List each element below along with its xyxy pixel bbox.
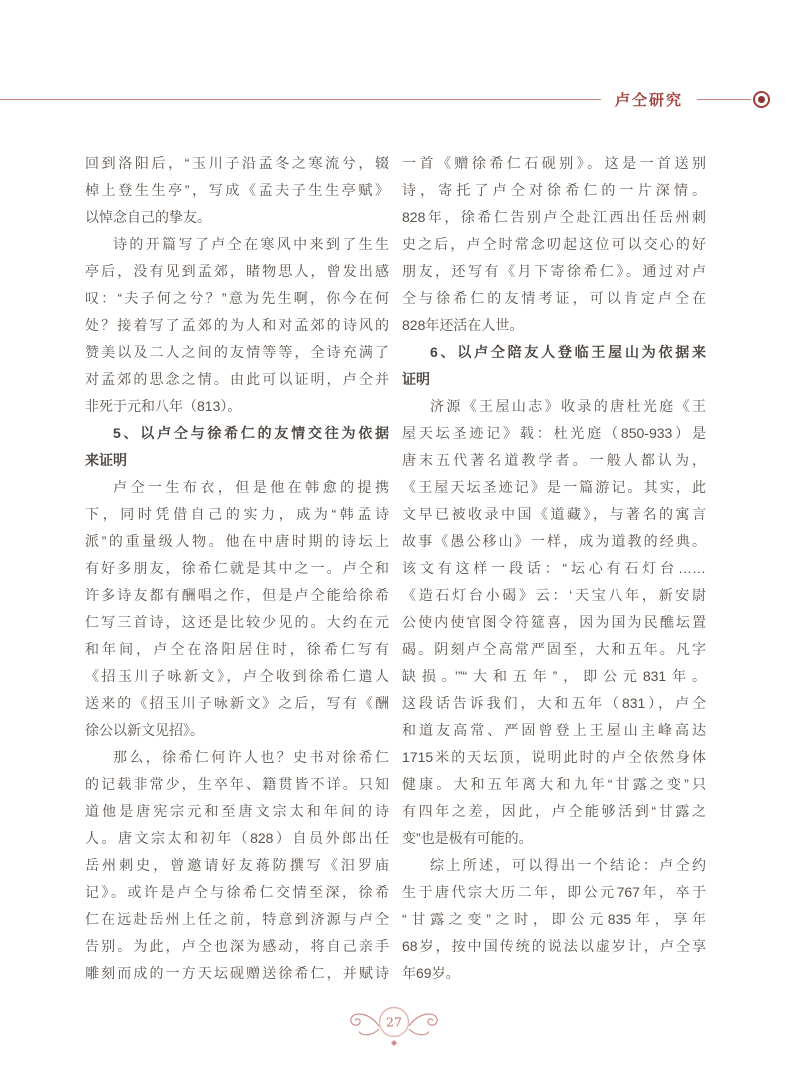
body-text-line: 健康。大和五年离大和九年“甘露之变”只: [402, 776, 706, 792]
body-text-line: 缺损。’”“大和五年”，即公元831年。: [402, 668, 706, 684]
body-text-line: 屋天坛圣迹记》载：杜光庭（850-933）是: [402, 425, 706, 441]
body-text-line: 《招玉川子咏新文》，卢仝收到徐希仁遣人: [85, 668, 389, 684]
body-text-line: 告别。为此，卢仝也深为感动，将自己亲手: [85, 938, 389, 954]
body-text-line: 《造石灯台小碣》云：‘天宝八年，新安尉: [402, 587, 706, 603]
section-heading-line: 证明: [402, 371, 430, 387]
page-number-ornament: [339, 1000, 449, 1054]
body-text-line: 仁写三首诗，这还是比较少见的。大约在元: [85, 614, 389, 630]
body-text-line: 道他是唐宪宗元和至唐文宗太和年间的诗: [85, 803, 389, 819]
body-text-line: 有四年之差，因此，卢仝能够活到“甘露之: [402, 803, 706, 819]
body-text-line: 和年间，卢仝在洛阳居住时，徐希仁写有: [85, 641, 389, 657]
section-heading-line: 来证明: [85, 452, 127, 468]
flourish-left-icon: [351, 1014, 379, 1035]
body-text-line: 对孟郊的思念之情。由此可以证明，卢仝并: [85, 371, 389, 387]
body-text-line: 记》。或许是卢仝与徐希仁交情至深，徐希: [85, 884, 389, 900]
body-text-line: 下，同时凭借自己的实力，成为“韩孟诗: [85, 506, 389, 522]
body-text-line: 和道友高常、严固曾登上王屋山主峰高达: [402, 722, 706, 738]
body-text-line: 赞美以及二人之间的友情等等，全诗充满了: [85, 344, 389, 360]
body-text-line: 唐末五代著名道教学者。一般人都认为，: [402, 452, 706, 468]
body-text-line: 文早已被收录中国《道藏》，与著名的寓言: [402, 506, 706, 522]
body-text-line: 以悼念自己的挚友。: [85, 209, 211, 225]
header-rule-right: [697, 99, 751, 100]
body-text-line: 这段话告诉我们，大和五年（831），卢仝: [402, 695, 706, 711]
page-header: [0, 88, 770, 110]
right-text-column: [402, 150, 706, 987]
page-title: 卢仝研究: [614, 91, 683, 109]
body-text-line: 诗的开篇写了卢仝在寒风中来到了生生: [113, 236, 389, 252]
body-text-line: 仁在远赴岳州上任之前，特意到济源与卢仝: [85, 911, 389, 927]
section-heading-line: 5、以卢仝与徐希仁的友情交往为依据: [113, 425, 389, 441]
body-text-line: 非死于元和八年（813）。: [85, 398, 242, 414]
diamond-icon: [391, 1040, 397, 1046]
body-text-line: 综上所述，可以得出一个结论：卢仝约: [430, 857, 706, 873]
body-text-line: 该文有这样一段话：“坛心有石灯台……: [402, 560, 706, 576]
left-text-column: [85, 150, 389, 987]
page-number: 27: [386, 1014, 402, 1030]
body-text-line: 故事《愚公移山》一样，成为道教的经典。: [402, 533, 706, 549]
body-text-line: 的记载非常少，生卒年、籍贯皆不详。只知: [85, 776, 389, 792]
body-text-line: 人。唐文宗太和初年（828）自员外郎出任: [85, 830, 389, 846]
body-text-line: 年69岁。: [402, 965, 460, 981]
body-text-line: 生于唐代宗大历二年，即公元767年，卒于: [402, 884, 706, 900]
body-text-line: 徐公以新文见招》。: [85, 722, 204, 738]
body-text-line: 派”的重量级人物。他在中唐时期的诗坛上: [85, 533, 389, 549]
body-text-line: 叹：“夫子何之兮？”意为先生啊，你今在何: [85, 290, 389, 306]
bullseye-dot: [758, 96, 765, 103]
body-text-line: 回到洛阳后，“玉川子沿孟冬之寒流兮，辍: [85, 155, 389, 171]
body-text-line: 变”也是极有可能的。: [402, 830, 533, 846]
body-text-line: 诗，寄托了卢仝对徐希仁的一片深情。: [402, 182, 706, 198]
body-text-line: 济源《王屋山志》收录的唐杜光庭《王: [430, 398, 706, 414]
body-text-line: 许多诗友都有酬唱之作，但是卢仝能给徐希: [85, 587, 389, 603]
header-rule-left: [0, 99, 601, 100]
page-footer: [0, 1000, 788, 1054]
body-text-line: 那么，徐希仁何许人也？史书对徐希仁: [113, 749, 389, 765]
body-text-line: 828年，徐希仁告别卢仝赴江西出任岳州刺: [402, 209, 706, 225]
section-heading-line: 6、以卢仝陪友人登临王屋山为依据来: [430, 344, 706, 360]
flourish-right-icon: [409, 1014, 437, 1035]
body-text-line: 公使内使官图令符筵喜，因为国为民醮坛置: [402, 614, 706, 630]
body-text-line: 亭后，没有见到孟郊，睹物思人，曾发出感: [85, 263, 389, 279]
body-text-line: 处？接着写了孟郊的为人和对孟郊的诗风的: [85, 317, 389, 333]
body-text-line: 《王屋天坛圣迹记》是一篇游记。其实，此: [402, 479, 706, 495]
body-text-line: 送来的《招玉川子咏新文》之后，写有《酬: [85, 695, 389, 711]
body-text-line: 一首《赠徐希仁石砚别》。这是一首送别: [402, 155, 706, 171]
body-text-line: 68岁，按中国传统的说法以虚岁计，卢仝享: [402, 938, 706, 954]
body-text-line: 岳州刺史，曾邀请好友蒋防撰写《汨罗庙: [85, 857, 389, 873]
body-text-line: 有好多朋友，徐希仁就是其中之一。卢仝和: [85, 560, 389, 576]
body-text-line: 史之后，卢仝时常念叨起这位可以交心的好: [402, 236, 706, 252]
body-text-line: “甘露之变”之时，即公元835年，享年: [402, 911, 706, 927]
bullseye-icon: [753, 91, 770, 108]
body-text-line: 朋友，还写有《月下寄徐希仁》。通过对卢: [402, 263, 706, 279]
body-text-line: 仝与徐希仁的友情考证，可以肯定卢仝在: [402, 290, 706, 306]
body-text-line: 碣。阴刻卢仝高常严固至，大和五年。凡字: [402, 641, 706, 657]
body-text-line: 棹上登生生亭”，写成《孟夫子生生亭赋》: [85, 182, 389, 198]
body-text-line: 雕刻而成的一方天坛砚赠送徐希仁，并赋诗: [85, 965, 389, 981]
body-text-line: 828年还活在人世。: [402, 317, 524, 333]
body-text-line: 1715米的天坛顶，说明此时的卢仝依然身体: [402, 749, 706, 765]
body-text-line: 卢仝一生布衣，但是他在韩愈的提携: [113, 479, 389, 495]
